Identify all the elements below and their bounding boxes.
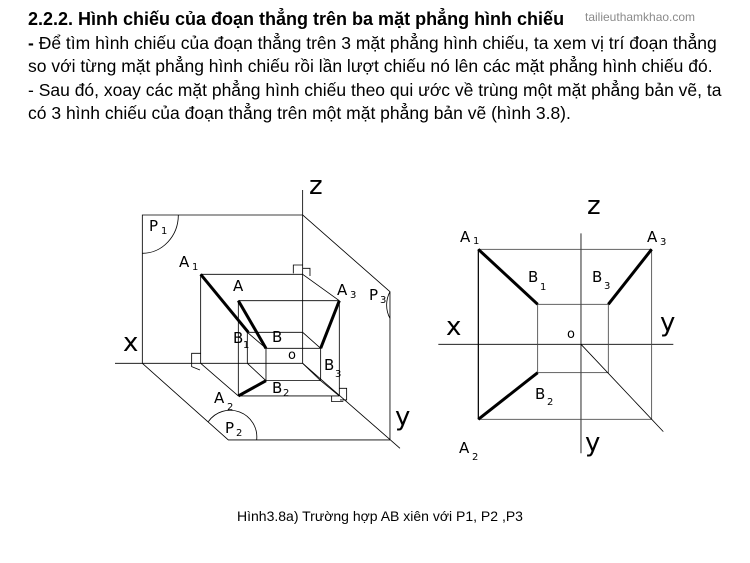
paragraph-2: - Sau đó, xoay các mặt phẳng hình chiếu theo qui ước về trùng một mặt phẳng bản vẽ, ta có 3 hình chiếu của đoạn thẳng trên một mặt phẳng bản vẽ (hình 3.8). (28, 79, 722, 123)
b2-label: B (535, 385, 546, 403)
y-label: y (395, 402, 411, 432)
a3-sub: 3 (350, 290, 357, 301)
right-labels (446, 191, 675, 463)
segment-a3b3 (321, 301, 340, 349)
a3-label: A (337, 281, 348, 299)
x-label: x (123, 328, 139, 358)
b3-label: B (324, 356, 335, 374)
a2-sub: 2 (227, 402, 234, 413)
p3-sub: 3 (380, 295, 387, 306)
p1-sub: 1 (161, 226, 168, 237)
bullet: - (28, 32, 39, 53)
figure-caption: Hình3.8a) Trường hợp AB xiên với P1, P2 ,P3 (237, 508, 523, 524)
plane-p3 (303, 215, 390, 440)
b3-sub: 3 (335, 369, 342, 380)
x-label: x (446, 312, 462, 342)
section-title: 2.2.2. Hình chiếu của đoạn thẳng trên ba mặt phẳng hình chiếu (28, 9, 565, 29)
y-label-right: y (660, 308, 676, 338)
segment-a2b2 (478, 373, 537, 420)
p3-label: P (369, 286, 379, 304)
diagonal (581, 344, 663, 431)
a2-sub: 2 (472, 452, 479, 463)
b3-label: B (592, 268, 603, 286)
paragraph-1-text: Để tìm hình chiếu của đoạn thẳng trên 3 mặt phẳng hình chiếu, ta xem vị trí đoạn thẳng so với từng mặt phẳng hình chiếu rồi lần lượt chiếu nó lên các mặt phẳng hình chiếu đó. (28, 32, 717, 76)
z-label: z (309, 171, 323, 201)
b-label: B (272, 328, 283, 346)
origin-label: o (567, 327, 575, 342)
b1-label: B (233, 329, 244, 347)
watermark: tailieuthamkhao.com (585, 10, 696, 24)
a2-label: A (214, 389, 225, 407)
z-label: z (587, 191, 601, 221)
origin-label: o (288, 348, 296, 363)
a3-label: A (647, 228, 658, 246)
a2-label: A (459, 439, 470, 457)
a1-sub: 1 (192, 262, 199, 273)
b1-sub: 1 (540, 282, 547, 293)
b2-sub: 2 (283, 388, 290, 399)
segment-projections (201, 274, 340, 396)
a1-sub: 1 (473, 236, 480, 247)
p1-label: P (149, 217, 159, 235)
b2-label: B (272, 379, 283, 397)
segment-a2b2 (238, 381, 266, 396)
p3-arc (387, 292, 390, 319)
p2-sub: 2 (236, 428, 243, 439)
a3-sub: 3 (660, 237, 667, 248)
y-axis (303, 363, 400, 448)
left-labels (123, 171, 410, 439)
segment-a3b3 (608, 249, 651, 304)
orthographic-diagram (438, 233, 676, 453)
b2-sub: 2 (547, 397, 554, 408)
y-label-bottom: y (585, 428, 601, 458)
b1-label: B (528, 268, 539, 286)
a1-label: A (179, 253, 190, 271)
a1-label: A (460, 228, 471, 246)
a-label: A (233, 277, 244, 295)
p2-label: P (225, 419, 235, 437)
b1-sub: 1 (243, 340, 250, 351)
b3-sub: 3 (604, 281, 611, 292)
